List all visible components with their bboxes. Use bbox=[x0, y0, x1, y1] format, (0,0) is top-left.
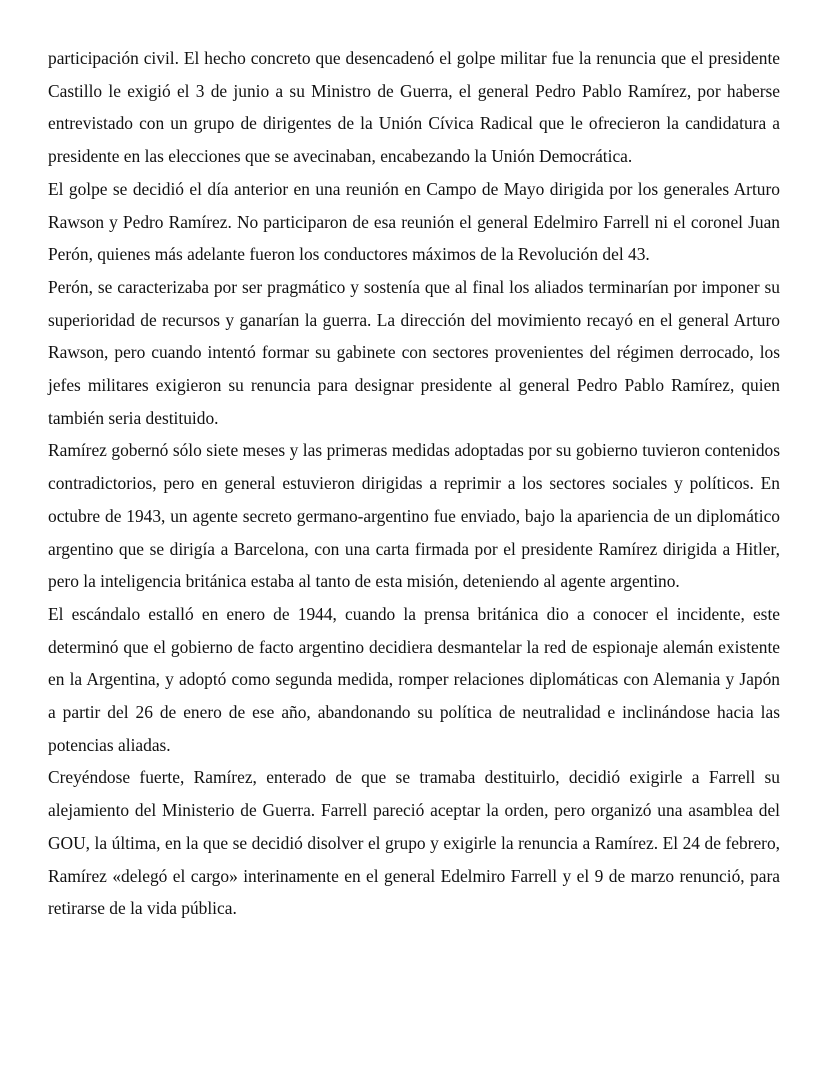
document-page bbox=[48, 42, 780, 925]
paragraph-5: El escándalo estalló en enero de 1944, cuando la prensa británica dio a conocer el incidente, este determinó que el gobierno de facto argentino decidiera desmantelar la red de espionaje alemán existente en la Argentina, y adoptó como segunda medida, romper relaciones diplomáticas con Alemania y Japón a partir del 26 de enero de ese año, abandonando su política de neutralidad e inclinándose hacia las potencias aliadas. bbox=[48, 603, 780, 755]
paragraph-2: El golpe se decidió el día anterior en una reunión en Campo de Mayo dirigida por los generales Arturo Rawson y Pedro Ramírez. No participaron de esa reunión el general Edelmiro Farrell ni el coronel Juan Perón, quienes más adelante fueron los conductores máximos de la Revolución del 43. bbox=[48, 178, 780, 265]
paragraph-1: participación civil. El hecho concreto que desencadenó el golpe militar fue la renuncia que el presidente Castillo le exigió el 3 de junio a su Ministro de Guerra, el general Pedro Pablo Ramírez, por haberse entrevistado con un grupo de dirigentes de la Unión Cívica Radical que le ofrecieron la candidatura a presidente en las elecciones que se avecinaban, encabezando la Unión Democrática. bbox=[48, 48, 780, 167]
paragraph-3: Perón, se caracterizaba por ser pragmático y sostenía que al final los aliados terminarían por imponer su superioridad de recursos y ganarían la guerra. La dirección del movimiento recayó en el general Arturo Rawson, pero cuando intentó formar su gabinete con sectores provenientes del régimen derrocado, los jefes militares exigieron su renuncia para designar presidente al general Pedro Pablo Ramírez, quien también seria destituido. bbox=[48, 276, 780, 428]
paragraph-4: Ramírez gobernó sólo siete meses y las primeras medidas adoptadas por su gobierno tuvieron contenidos contradictorios, pero en general estuvieron dirigidas a reprimir a los sectores sociales y políticos. En octubre de 1943, un agente secreto germano-argentino fue enviado, bajo la apariencia de un diplomático argentino que se dirigía a Barcelona, con una carta firmada por el presidente Ramírez dirigida a Hitler, pero la inteligencia británica estaba al tanto de esta misión, deteniendo al agente argentino. bbox=[48, 440, 780, 592]
paragraph-6: Creyéndose fuerte, Ramírez, enterado de que se tramaba destituirlo, decidió exigirle a Farrell su alejamiento del Ministerio de Guerra. Farrell pareció aceptar la orden, pero organizó una asamblea del GOU, la última, en la que se decidió disolver el grupo y exigirle la renuncia a Ramírez. El 24 de febrero, Ramírez «delegó el cargo» interinamente en el general Edelmiro Farrell y el 9 de marzo renunció, para retirarse de la vida pública. bbox=[48, 767, 780, 919]
